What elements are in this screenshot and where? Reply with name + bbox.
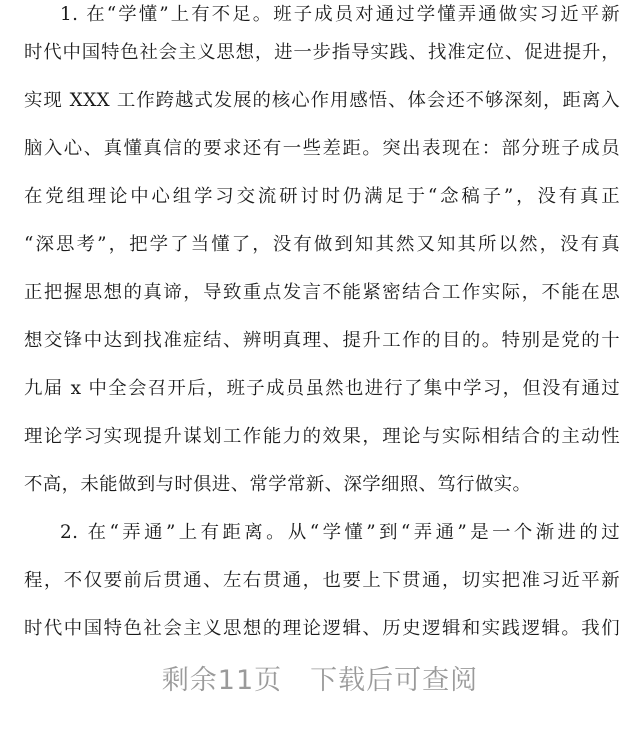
paragraph-line: 时代中国特色社会主义思想，进一步指导实践、找准定位、促进提升，: [24, 42, 620, 63]
remaining-pages-download-link[interactable]: 剩余11页 下载后可查阅: [161, 665, 479, 696]
paragraph-line: 正把握思想的真谛，导致重点发言不能紧密结合工作实际，不能在思: [24, 282, 620, 303]
paragraph-line: 实现 XXX 工作跨越式发展的核心作用感悟、体会还不够深刻，距离入: [24, 90, 620, 111]
paragraph-line: 脑入心、真懂真信的要求还有一些差距。突出表现在：部分班子成员: [24, 138, 620, 159]
paragraph-line: 想交锋中达到找准症结、辨明真理、提升工作的目的。特别是党的十: [24, 330, 620, 351]
paragraph-line: 程，不仅要前后贯通、左右贯通，也要上下贯通，切实把准习近平新: [24, 570, 620, 591]
paragraph-line: “深思考”，把学了当懂了，没有做到知其然又知其所以然，没有真: [24, 234, 620, 255]
paragraph-line: 在党组理论中心组学习交流研讨时仍满足于“念稿子”，没有真正: [24, 186, 620, 207]
paragraph-line: 不高，未能做到与时俱进、常学常新、深学细照、笃行做实。: [24, 474, 532, 495]
paragraph-line: 2. 在“弄通”上有距离。从“学懂”到“弄通”是一个渐进的过: [60, 522, 620, 543]
paragraph-line: 1. 在“学懂”上有不足。班子成员对通过学懂弄通做实习近平新: [60, 4, 620, 25]
paragraph-line: 时代中国特色社会主义思想的理论逻辑、历史逻辑和实践逻辑。我们: [24, 618, 620, 639]
paragraph-line: 理论学习实现提升谋划工作能力的效果，理论与实际相结合的主动性: [24, 426, 620, 447]
paragraph-line: 九届 x 中全会召开后，班子成员虽然也进行了集中学习，但没有通过: [24, 378, 620, 399]
